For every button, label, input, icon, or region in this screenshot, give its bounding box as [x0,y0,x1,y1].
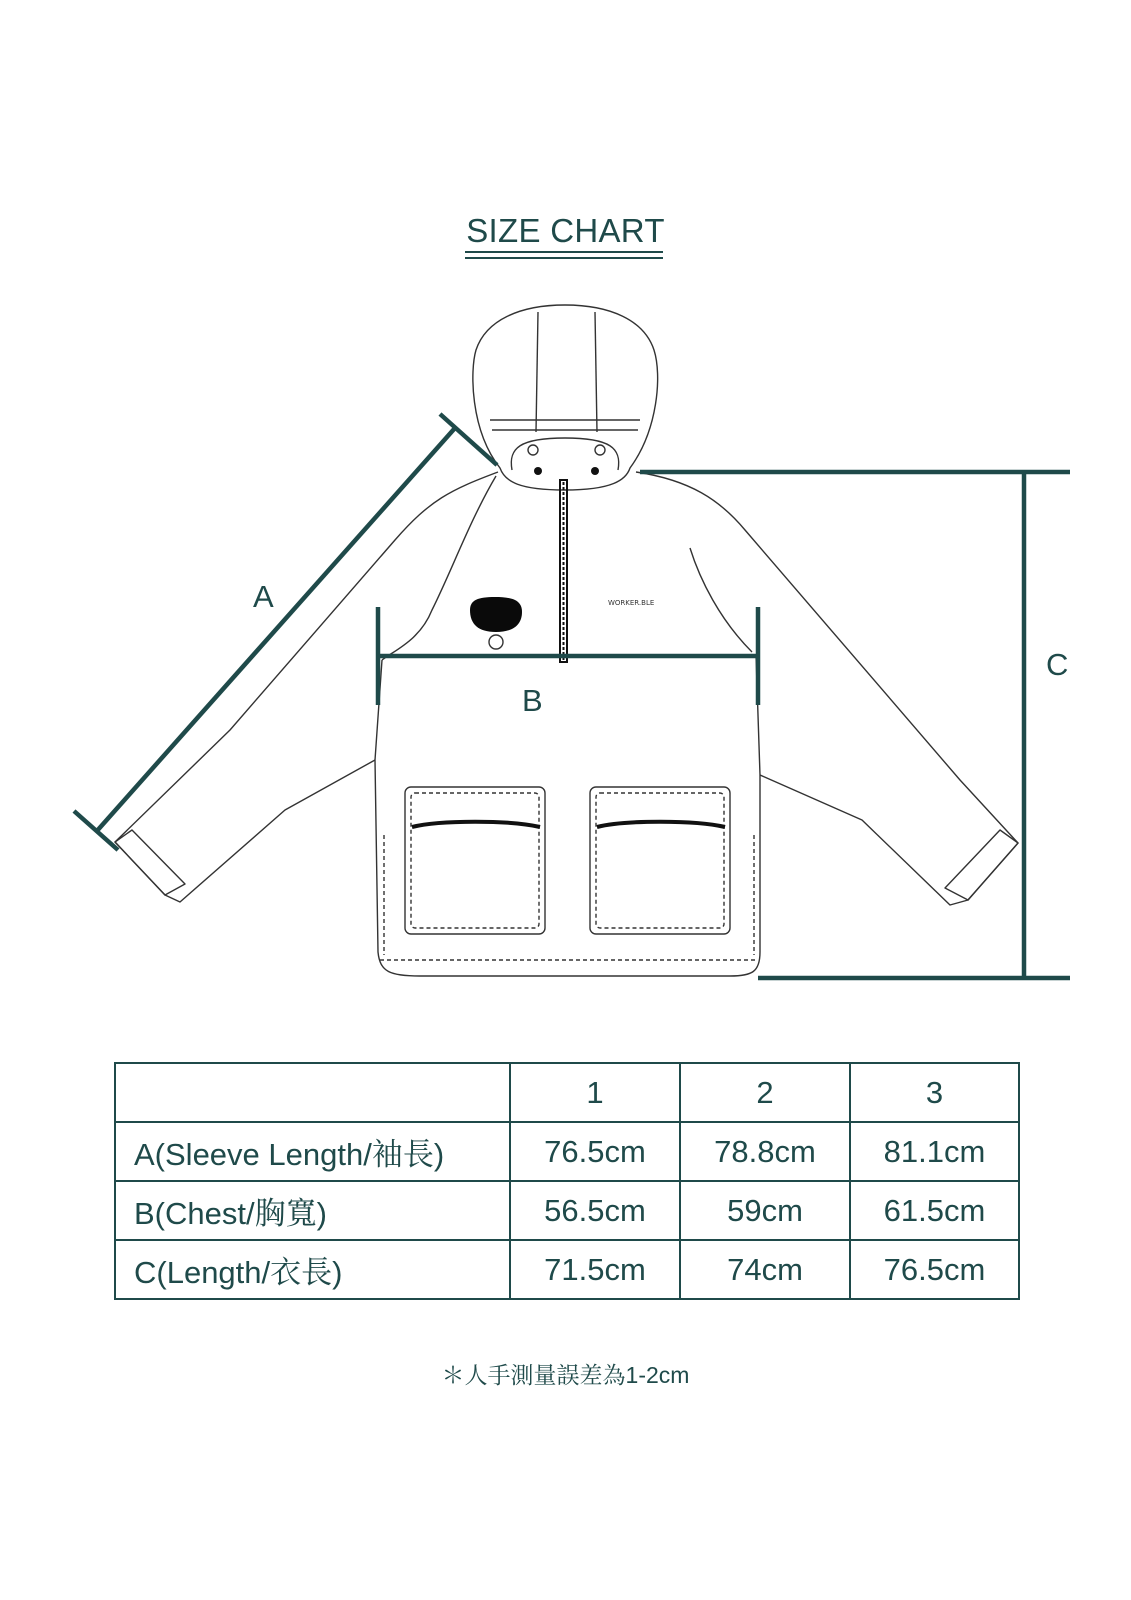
page-title: SIZE CHART [466,212,665,249]
size-table [114,1062,1020,1300]
measurement-note: ＊人手測量誤差為1-2cm [441,1362,690,1388]
chest-patch-icon [470,597,522,632]
table-cell: 71.5cm [510,1240,680,1299]
drawcord-left-icon [528,445,538,455]
table-cell: 56.5cm [510,1181,680,1240]
right-raglan-seam [690,548,752,652]
right-cuff [945,830,1018,900]
dim-c-label: C [1046,647,1069,682]
left-pocket-stitch [411,793,539,928]
table-cell: 74cm [680,1240,850,1299]
left-pocket [405,787,545,934]
brand-print: WORKER.BLE [608,599,655,607]
dim-b-label: B [522,683,543,718]
dim-a-label: A [253,579,274,614]
left-raglan-seam [382,476,496,660]
hood-panel-right [595,312,597,432]
dim-a-end-top [440,414,497,465]
row-label: B(Chest/胸寬) [115,1181,510,1240]
left-cuff [115,830,185,895]
table-cell: 76.5cm [510,1122,680,1181]
table-cell: 61.5cm [850,1181,1019,1240]
hood-panel-left [536,312,538,432]
toggle-left-icon [534,467,542,475]
left-sleeve [115,472,498,902]
row-label: C(Length/衣長) [115,1240,510,1299]
hood [473,305,658,490]
table-header-row [115,1063,1019,1122]
dimension-lines [74,414,1070,978]
table-cell: 76.5cm [850,1240,1019,1299]
table-row [115,1122,1019,1181]
table-row [115,1181,1019,1240]
table-cell: 81.1cm [850,1122,1019,1181]
row-label: A(Sleeve Length/袖長) [115,1122,510,1181]
hood-brim [490,420,640,430]
table-cell: 59cm [680,1181,850,1240]
table-row [115,1240,1019,1299]
right-sleeve [636,472,1018,905]
table-header-cell: 1 [510,1063,680,1122]
table-header-cell [115,1063,510,1122]
table-header-cell: 3 [850,1063,1019,1122]
drawcord-right-icon [595,445,605,455]
right-pocket-zip [597,822,725,827]
right-pocket-stitch [596,793,724,928]
chest-patch-tab [489,635,503,649]
table-header-cell: 2 [680,1063,850,1122]
table-cell: 78.8cm [680,1122,850,1181]
right-pocket [590,787,730,934]
dim-a-line [96,428,455,832]
toggle-right-icon [591,467,599,475]
left-pocket-zip [412,822,540,827]
